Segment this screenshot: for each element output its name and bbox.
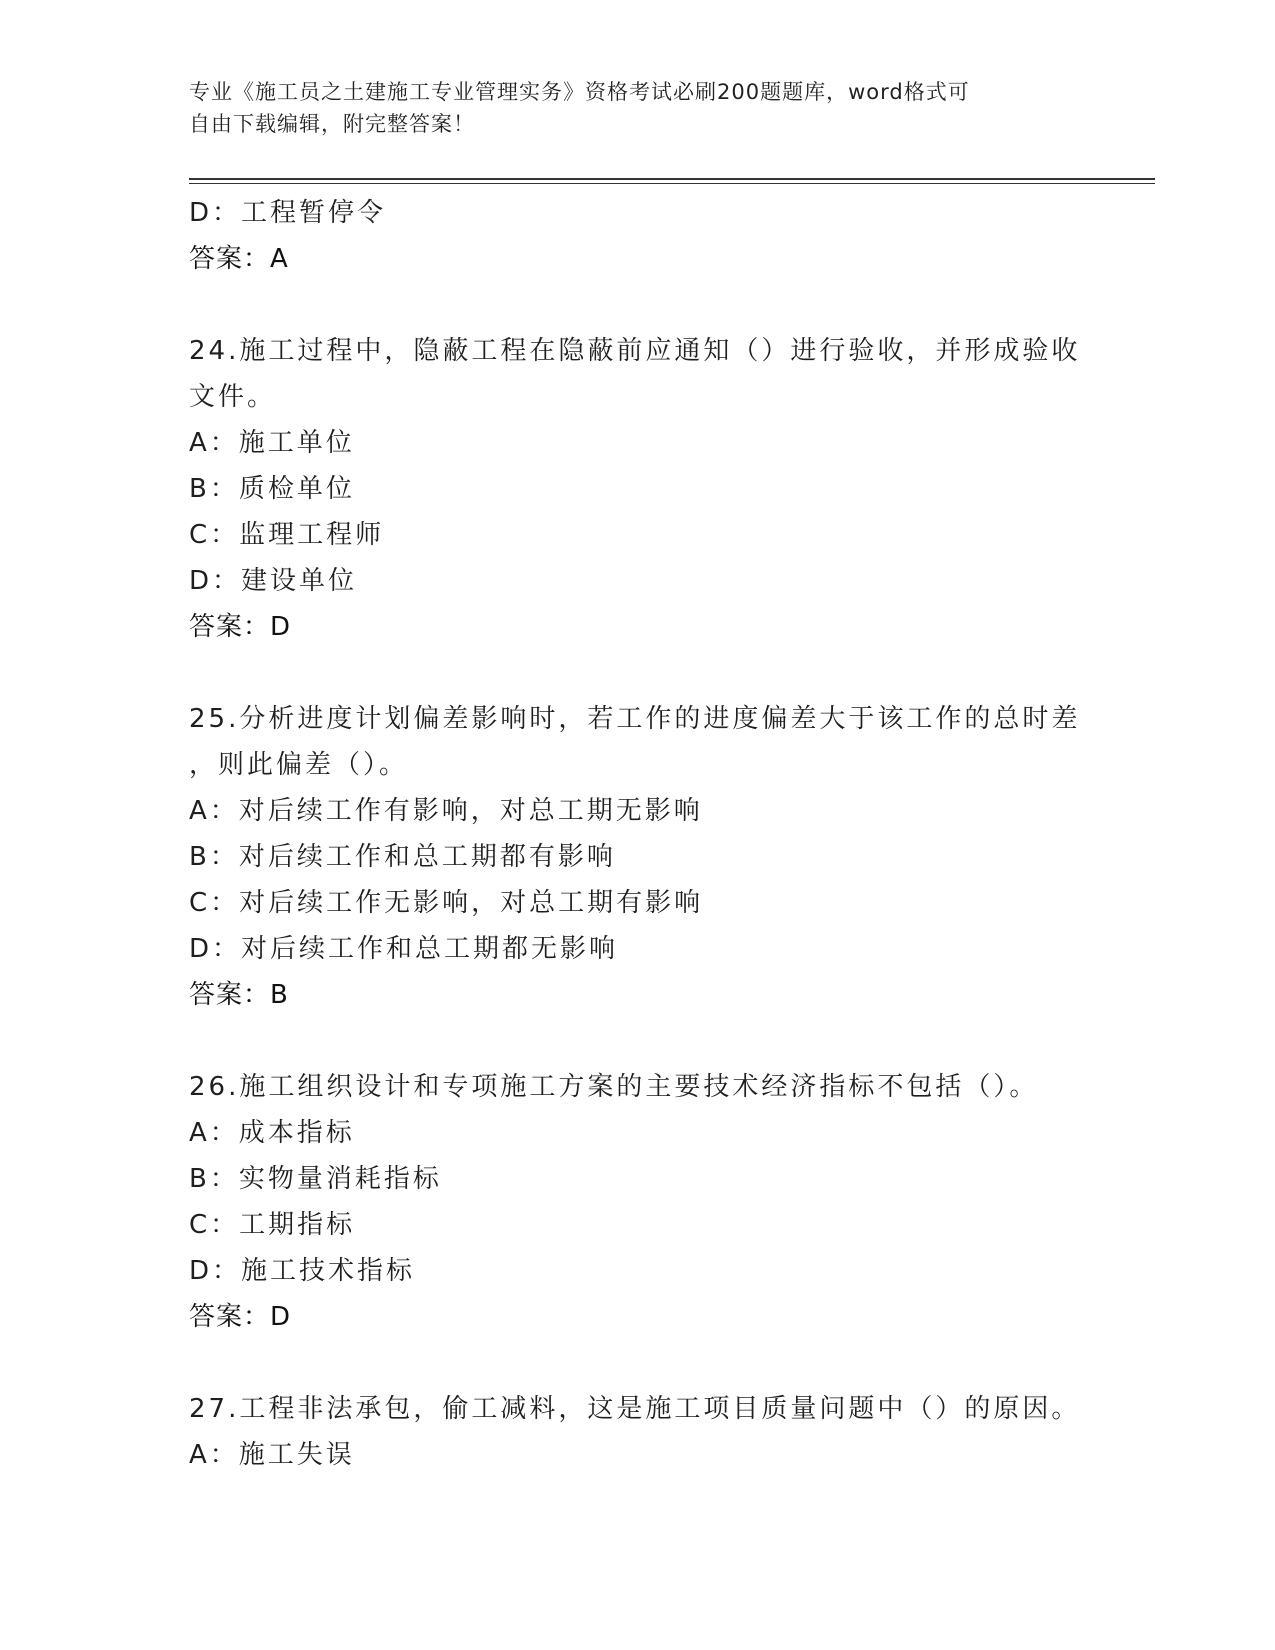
question-stem-line-1: 24.施工过程中，隐蔽工程在隐蔽前应通知（）进行验收，并形成验收 [189,336,1081,366]
question-24 [189,328,1089,650]
option-a: A：施工单位 [189,428,355,458]
question-27 [189,1386,1089,1478]
question-26 [189,1064,1089,1340]
option-d: D：建设单位 [189,566,358,596]
header-divider [189,178,1155,180]
question-23-tail [189,190,1089,282]
question-stem-line-1: 26.施工组织设计和专项施工方案的主要技术经济指标不包括（）。 [189,1072,1039,1102]
option-b: B：对后续工作和总工期都有影响 [189,842,616,872]
answer-line: 答案：D [189,1302,292,1332]
header-divider-thin [189,183,1155,184]
option-d: D：对后续工作和总工期都无影响 [189,934,619,964]
option-c: C：监理工程师 [189,520,385,550]
option-d: D：施工技术指标 [189,1256,416,1286]
answer-line: 答案：D [189,612,292,642]
page-header [189,76,1089,140]
question-stem-line-1: 25.分析进度计划偏差影响时，若工作的进度偏差大于该工作的总时差 [189,704,1081,734]
option-d: D：工程暂停令 [189,198,387,228]
option-a: A：对后续工作有影响，对总工期无影响 [189,796,703,826]
header-title-line-1: 专业《施工员之土建施工专业管理实务》资格考试必刷200题题库，word格式可 [189,80,970,104]
option-c: C：工期指标 [189,1210,356,1240]
answer-line: 答案：A [189,244,289,274]
question-25 [189,696,1089,1018]
option-b: B：质检单位 [189,474,355,504]
option-c: C：对后续工作无影响，对总工期有影响 [189,888,704,918]
document-body [189,190,1089,1478]
option-a: A：施工失误 [189,1440,355,1470]
question-stem-line-2: 文件。 [189,382,277,412]
question-stem-line-2: ，则此偏差（）。 [189,750,409,780]
option-b: B：实物量消耗指标 [189,1164,442,1194]
question-stem-line-1: 27.工程非法承包，偷工减料，这是施工项目质量问题中（）的原因。 [189,1394,1081,1424]
answer-line: 答案：B [189,980,289,1010]
header-title-line-2: 自由下载编辑，附完整答案！ [189,112,475,136]
option-a: A：成本指标 [189,1118,355,1148]
